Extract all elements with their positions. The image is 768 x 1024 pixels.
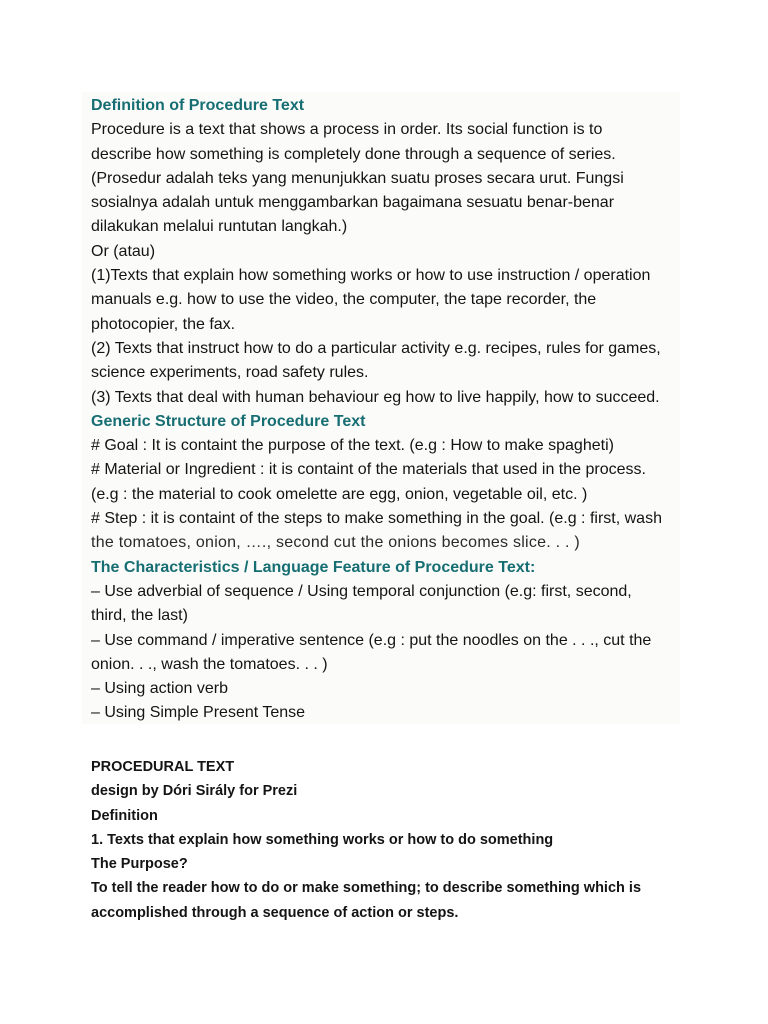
text-line: Definition (91, 807, 158, 824)
text-line: – Using action verb (91, 680, 228, 698)
text-line: onion. . ., wash the tomatoes. . . ) (91, 655, 328, 673)
section-heading: Generic Structure of Procedure Text (91, 412, 366, 430)
procedural-text-section (91, 755, 691, 925)
text-line: science experiments, road safety rules. (91, 364, 369, 382)
section-heading: The Characteristics / Language Feature of Procedure Text: (91, 558, 536, 576)
text-line: (1)Texts that explain how something works or how to use instruction / operation (91, 267, 651, 285)
text-line: manuals e.g. how to use the video, the computer, the tape recorder, the (91, 291, 597, 309)
text-line: Procedure is a text that shows a process in order. Its social function is to (91, 121, 603, 139)
text-line: sosialnya adalah untuk menggambarkan bagaimana sesuatu benar-benar (91, 194, 615, 212)
text-line: third, the last) (91, 607, 188, 625)
text-line: dilakukan melalui runtutan langkah.) (91, 218, 348, 236)
text-line: accomplished through a sequence of action or steps. (91, 904, 459, 921)
text-line: To tell the reader how to do or make something; to describe something which is (91, 880, 642, 897)
text-line: The Purpose? (91, 856, 188, 873)
text-line: – Use adverbial of sequence / Using temporal conjunction (e.g: first, second, (91, 582, 632, 600)
text-line: # Goal : It is containt the purpose of the text. (e.g : How to make spagheti) (91, 437, 614, 455)
text-line: # Step : it is containt of the steps to make something in the goal. (e.g : first, wash (91, 510, 662, 528)
text-line: (e.g : the material to cook omelette are egg, onion, vegetable oil, etc. ) (91, 485, 588, 503)
procedure-text-section (91, 94, 691, 726)
text-line: describe how something is completely done through a sequence of series. (91, 145, 616, 163)
text-line: the tomatoes, onion, …., second cut the onions becomes slice. . . ) (91, 534, 580, 552)
text-line: design by Dóri Sirály for Prezi (91, 783, 298, 800)
text-line: (Prosedur adalah teks yang menunjukkan suatu proses secara urut. Fungsi (91, 169, 624, 187)
text-line: Or (atau) (91, 242, 156, 260)
text-line: 1. Texts that explain how something works or how to do something (91, 831, 554, 848)
section-heading: Definition of Procedure Text (91, 97, 305, 114)
text-line: (2) Texts that instruct how to do a particular activity e.g. recipes, rules for games, (91, 339, 661, 357)
text-line: photocopier, the fax. (91, 315, 236, 333)
text-line: – Use command / imperative sentence (e.g : put the noodles on the . . ., cut the (91, 631, 652, 649)
text-line: – Using Simple Present Tense (91, 704, 306, 722)
procedural-text-title: PROCEDURAL TEXT (91, 759, 235, 775)
text-line: # Material or Ingredient : it is containt of the materials that used in the process. (91, 461, 646, 479)
text-line: (3) Texts that deal with human behaviour eg how to live happily, how to succeed. (91, 388, 660, 406)
